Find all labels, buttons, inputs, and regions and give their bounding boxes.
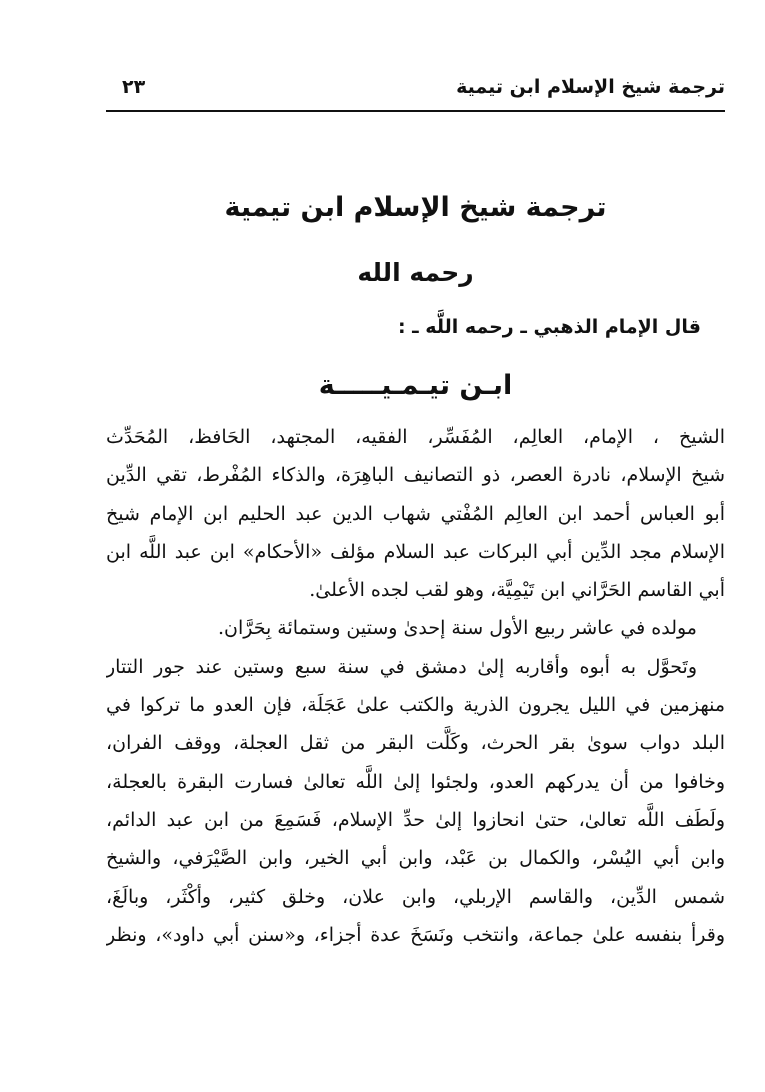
text-line: أبو العباس أحمد ابن العالِم المُفْتي شهاب الدين عبد الحليم ابن الإمام شيخ — [106, 502, 725, 525]
body-text — [106, 418, 725, 954]
page-number: ٢٣ — [122, 76, 146, 98]
text-line: وقرأ بنفسه علىٰ جماعة، وانتخب ونَسَخَ عدة أجزاء، و«سنن أبي داود»، ونظر — [106, 923, 725, 946]
chapter-subtitle: رحمه الله — [357, 258, 474, 287]
text-line: ولَطَف اللَّه تعالىٰ، حتىٰ انحازوا إلىٰ حدِّ الإسلام، فَسَمِعَ من ابن عبد الدائم، — [106, 808, 725, 831]
text-line: شيخ الإسلام، نادرة العصر، ذو التصانيف الباهِرَة، والذكاء المُفْرط، تقي الدِّين — [106, 464, 725, 487]
running-title: ترجمة شيخ الإسلام ابن تيمية — [456, 76, 725, 98]
running-header — [106, 70, 725, 112]
text-line: الشيخ ، الإمام، العالِم، المُفَسِّر، الفقيه، المجتهد، الحَافظ، المُحَدِّث — [106, 426, 725, 448]
text-line: وتَحوَّل به أبوه وأقاربه إلىٰ دمشق في سنة سبع وستين عند جور التتار — [106, 655, 697, 678]
text-line: وابن أبي اليُسْر، والكمال بن عَبْد، وابن أبي الخير، وابن الصَّيْرَفي، والشيخ — [106, 847, 725, 870]
intro-line: قال الإمام الذهبي ـ رحمه اللَّه ـ : — [397, 316, 701, 338]
section-heading: ابـن تيـمـيـــــة — [318, 370, 513, 401]
text-line: منهزمين في الليل يجرون الذرية والكتب علىٰ عَجَلَة، فإن العدو ما تركوا في — [106, 694, 725, 717]
text-line: الإسلام مجد الدِّين أبي البركات عبد السلام مؤلف «الأحكام» ابن عبد اللَّه ابن — [106, 540, 725, 563]
text-line: البلد دواب سوىٰ بقر الحرث، وكَلَّت البقر من ثقل العجلة، ووقف الفران، — [106, 732, 725, 755]
text-line: مولده في عاشر ربيع الأول سنة إحدىٰ وستين وستمائة بِحَرَّان. — [217, 617, 697, 640]
text-line: شمس الدِّين، والقاسم الإربلي، وابن علان، وخلق كثير، وأكْثَر، وبالَغَ، — [106, 885, 725, 908]
text-line: وخافوا من أن يدركهم العدو، ولجئوا إلىٰ اللَّه تعالىٰ فسارت البقرة بالعجلة، — [106, 770, 725, 793]
text-line: أبي القاسم الحَرَّاني ابن تَيْمِيَّة، وهو لقب لجده الأعلىٰ. — [309, 579, 725, 602]
chapter-title: ترجمة شيخ الإسلام ابن تيمية — [224, 192, 607, 223]
